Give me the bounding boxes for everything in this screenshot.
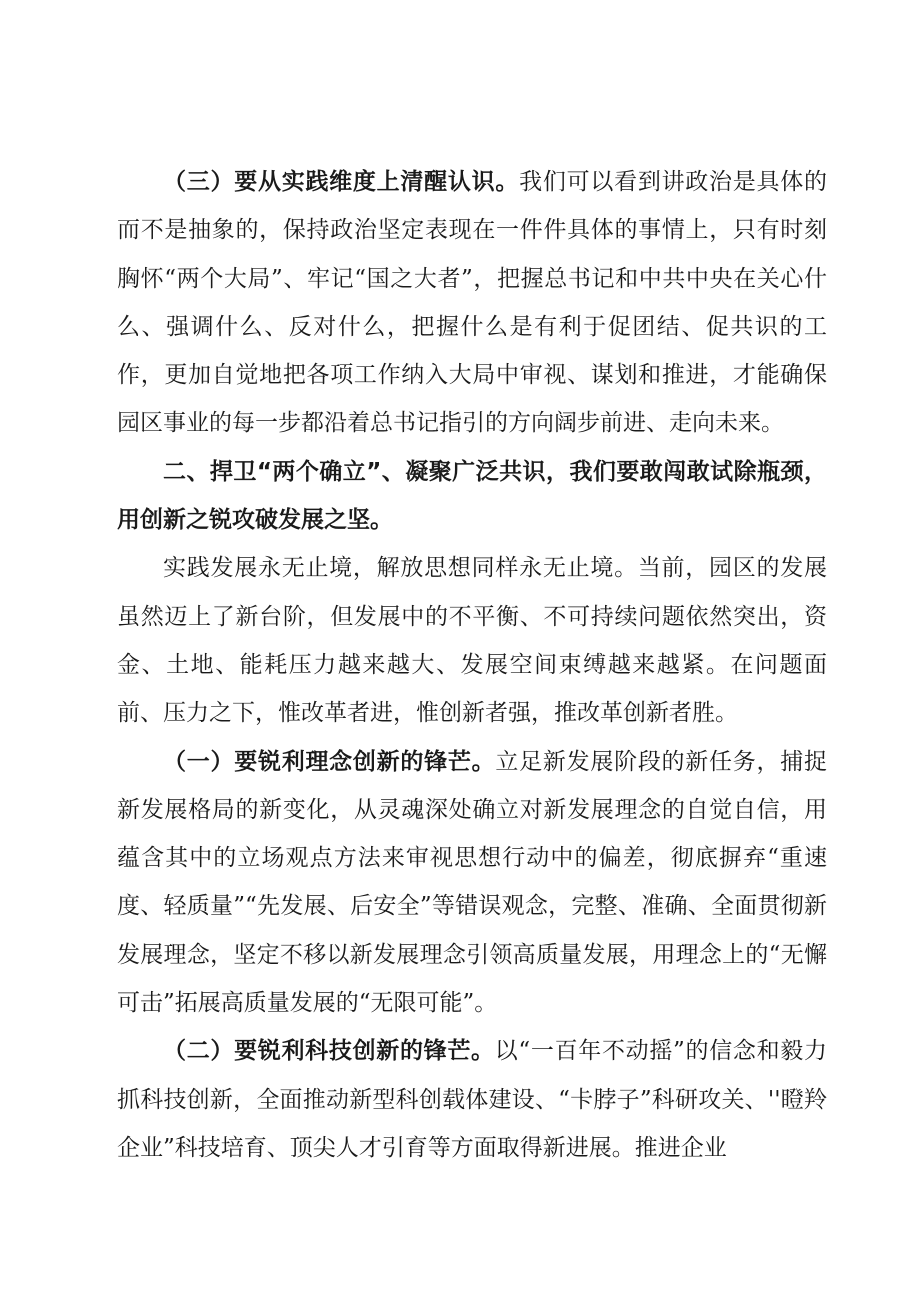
paragraph-lead: （三）要从实践维度上清醒认识。	[163, 168, 520, 195]
paragraph-body: 实践发展永无止境，解放思想同样永无止境。当前，园区的发展虽然迈上了新台阶，但发展中的不平衡、不可持续问题依然突出，资金、土地、能耗压力越来越大、发展空间束缚越来越紧。在问题面前、压力之下，惟改革者进，惟创新者强，推改革创新者胜。	[117, 555, 827, 727]
paragraph-lead: （二）要锐利科技创新的锋芒。	[163, 1037, 495, 1065]
paragraph-concept-innovation	[117, 738, 827, 1028]
paragraph-practice-development	[117, 544, 827, 737]
section-heading-two: 二、捍卫“两个确立”、凝聚广泛共识，我们要敢闯敢试除瓶颈，用创新之锐攻破发展之坚。	[117, 458, 827, 534]
paragraph-tech-innovation	[117, 1027, 827, 1172]
paragraph-lead: （一）要锐利理念创新的锋芒。	[163, 747, 496, 775]
paragraph-practice-dimension	[117, 158, 827, 448]
paragraph-body: 立足新发展阶段的新任务，捕捉新发展格局的新变化，从灵魂深处确立对新发展理念的自觉自信，用蕴含其中的立场观点方法来审视思想行动中的偏差，彻底摒弃“重速度、轻质量”“先发展、后安全”等错误观念，完整、准确、全面贯彻新发展理念，坚定不移以新发展理念引领高质量发展，用理念上的“无懈可击”拓展高质量发展的“无限可能”。	[117, 748, 828, 1017]
paragraph-body: 我们可以看到讲政治是具体的而不是抽象的，保持政治坚定表现在一件件具体的事情上，只有时刻胸怀“两个大局”、牢记“国之大者”，把握总书记和中共中央在关心什么、强调什么、反对什么，把握什么是有利于促团结、促共识的工作，更加自觉地把各项工作纳入大局中审视、谋划和推进，才能确保园区事业的每一步都沿着总书记指引的方向阔步前进、走向未来。	[117, 169, 828, 437]
document-page	[117, 158, 827, 1172]
paragraph-body: 以“一百年不动摇”的信念和毅力抓科技创新，全面推动新型科创载体建设、“卡脖子”科研攻关、''瞪羚企业”科技培育、顶尖人才引育等方面取得新进展。推进企业	[117, 1038, 827, 1161]
